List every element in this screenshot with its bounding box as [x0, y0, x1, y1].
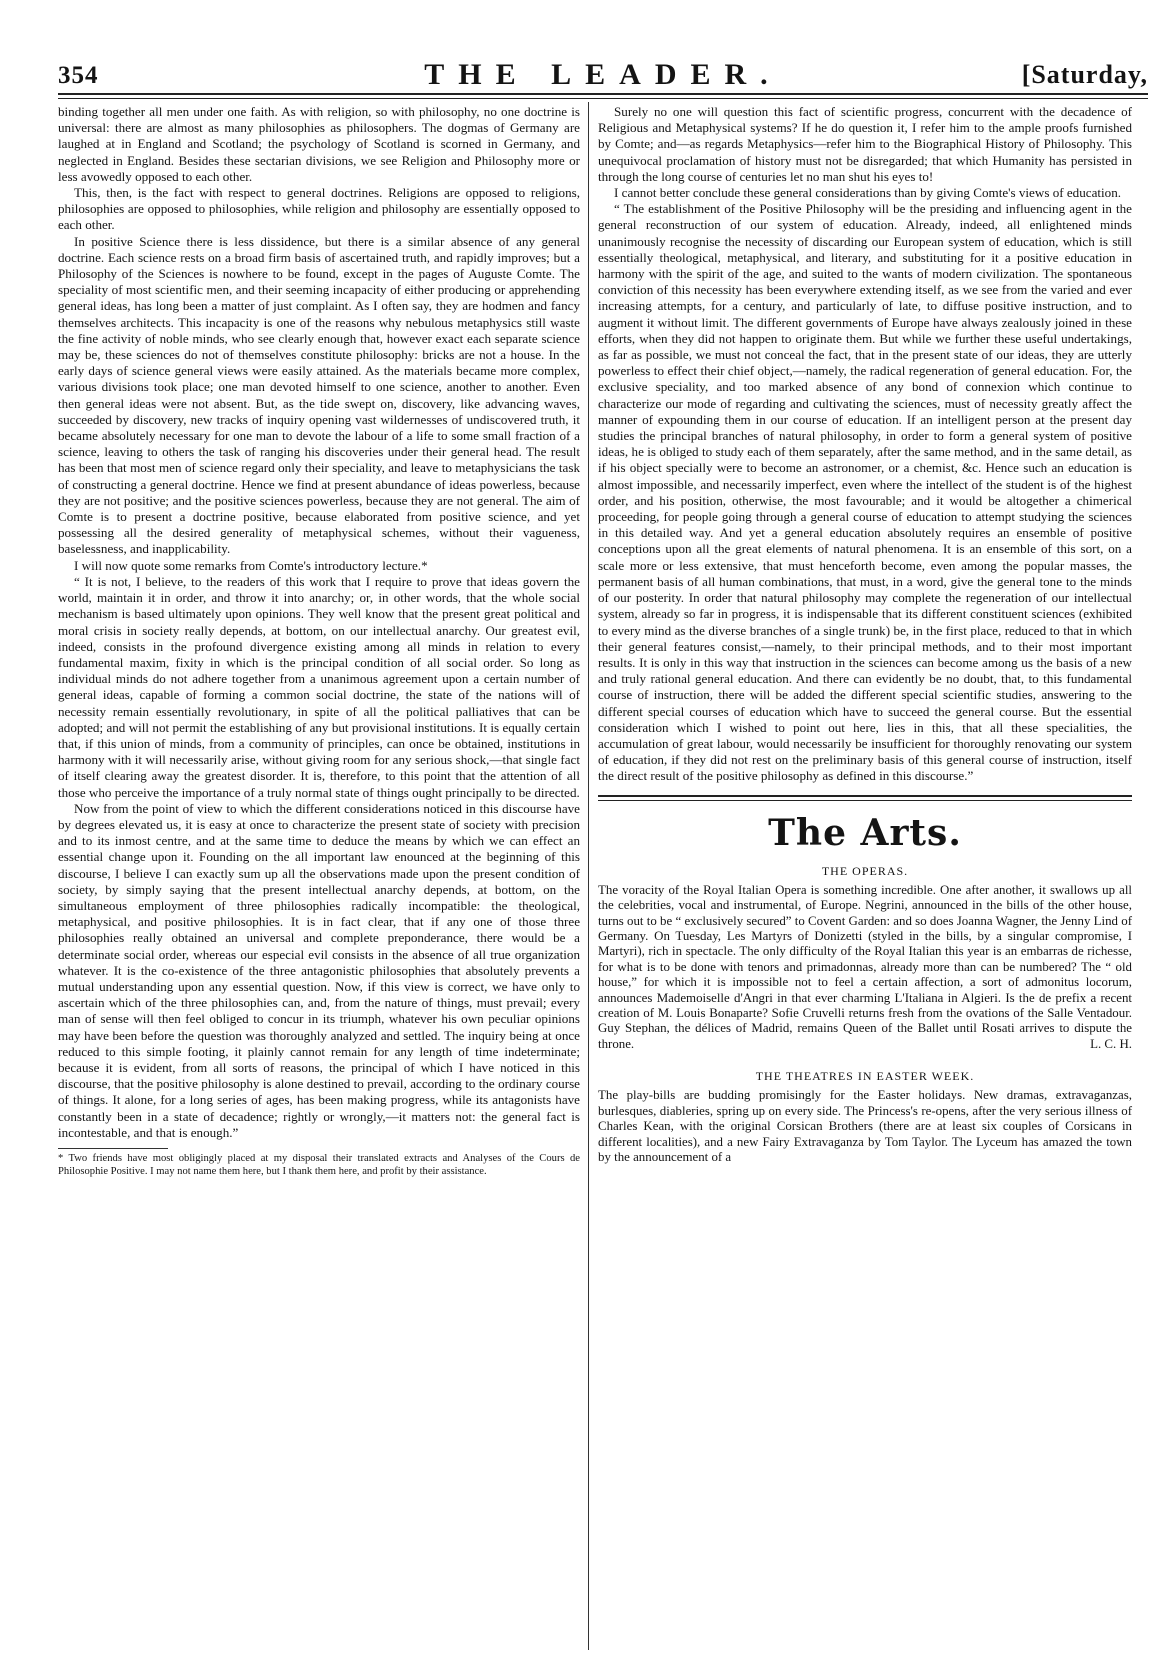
theatres-heading: THE THEATRES IN EASTER WEEK.	[755, 1069, 975, 1084]
paragraph: Surely no one will question this fact of scientific progress, concurrent with the decadence of Religious and Metaphysical systems? If he do question it, I refer him to the ample proofs furnished by Comte; and—as regards Metaphysics—refer him to the Biographical History of Philosophy. This unequivocal proclamation of history must not be disregarded; that which Humanity has persisted in through the long course of centuries let no man shut his eyes to!	[598, 104, 1132, 184]
arts-section-title: The Arts.	[768, 811, 962, 854]
page-number: 354	[58, 62, 99, 89]
paragraph: This, then, is the fact with respect to general doctrines. Religions are opposed to religions, philosophies are opposed to philosophies, while religion and philosophy are essentially opposed to each other.	[58, 185, 580, 233]
newspaper-title: THE LEADER.	[424, 58, 782, 91]
theatres-article	[598, 1088, 1132, 1165]
operas-article	[598, 883, 1132, 1052]
footnote: * Two friends have most obligingly placed at my disposal their translated extracts and Analyses of the Cours de Philosophie Positive. I may not name them here, but I thank them here, and profit by their assistance.	[58, 1153, 580, 1177]
section-rule-thin	[598, 800, 1132, 801]
operas-text	[598, 883, 1132, 1052]
theatres-text: The play-bills are budding promisingly for the Easter holidays. New dramas, extravaganzas, burlesques, diableries, spring up on every side. The Princess's re-opens, after the very serious illness of Charles Kean, with the original Corsican Brothers (there are at least six couples of Corsicans in different localities), and a new Fairy Extravaganza by Tom Taylor. The Lyceum has amazed the town by the announcement of a	[598, 1088, 1132, 1165]
quotation-paragraph: “ It is not, I believe, to the readers of this work that I require to prove that ideas govern the world, maintain it in order, and throw it into anarchy; or, in other words, that the whole social mechanism is based ultimately upon opinions. They well know that the present great political and moral crisis in society really depends, at bottom, on our intellectual anarchy. Our greatest evil, indeed, consists in the profound divergence existing among all minds in relation to every fundamental maxim, fixity in which is the principal condition of all social order. So long as individual minds do not adhere together from a unanimous agreement upon a certain number of general ideas, capable of forming a common social doctrine, the state of the nations will of necessity remain essentially revolutionary, in spite of all the political palliatives that can be adopted; and will not permit the establishing of any but provisional institutions. It is equally certain that, if this union of minds, from a community of principles, can once be obtained, institutions in harmony with it will necessarily arise, without giving room for any serious shock,—that single fact of itself clearing away the greatest disorder. It is, therefore, to this point that the attention of all those who perceive the importance of a truly normal state of things ought principally to be directed.	[58, 573, 580, 800]
paragraph: In positive Science there is less dissidence, but there is a similar absence of any general doctrine. Each science rests on a broad firm basis of ascertained truth, and rapidly improves; but a Philosophy of the Sciences is nowhere to be found, except in the pages of Auguste Comte. The speciality of most scientific men, and their seeming incapacity of either producing or apprehending general ideas, has long been a matter of just complaint. As I often say, they are hodmen and fancy themselves architects. This incapacity is one of the reasons why nebulous metaphysics still waste the fine activity of noble minds, who see clearly enough that, however exact each separate science may be, these sciences do not of themselves constitute philosophy: bricks are not a house. In the early days of science general views were easily attained. As the materials became more complex, various divisions took place; one man devoted himself to one science, another to another. Even then general ideas were not absent. But, as the tide swept on, discovery, like advancing waves, succeeded by discovery, new tracks of inquiry opening vast wildernesses of undiscovered truth, it became absolutely necessary for one man to devote the labour of a life to some small fraction of a science, leaving to others the task of ranging his discoveries under their general head. The result has been that most men of science regard only their speciality, and leave to metaphysicians the task of constructing a general doctrine. Hence we find at present abundance of ideas powerless, because they are not positive; and the positive sciences powerless, because they are not general. The aim of Comte is to present a doctrine positive, because elaborated from positive science, and yet possessing all the desired generality of metaphysical schemes, without their vagueness, baselessness, and inapplicability.	[58, 233, 580, 557]
header-day: [Saturday,	[1021, 60, 1148, 89]
operas-heading: THE OPERAS.	[821, 863, 909, 878]
column-divider	[588, 102, 589, 1650]
paragraph: binding together all men under one faith. As with religion, so with philosophy, no one doctrine is universal: there are almost as many philosophies as philosophers. The dogmas of Germany are laughed at in England and Scotland; the psychology of Scotland is scorned in Germany, and neglected in England. Besides these sectarian divisions, we see Religion and Philosophy more or less avowedly opposed to each other.	[58, 104, 580, 184]
header-rule-thick	[58, 93, 1148, 95]
quotation-paragraph: “ The establishment of the Positive Philosophy will be the presiding and influencing agent in the general reconstruction of our system of education. Already, indeed, all enlightened minds unanimously recognise the necessity of discarding our European system of education, which is still essentially theological, metaphysical, and literary, and substituting for it a positive education in harmony with the spirit of the age, and suited to the wants of modern civilization. The spontaneous conviction of this necessity has been everywhere extending itself, as we see from the varied and ever increasing attempts, for a century, and particularly of late, to diffuse positive instruction, and to augment it without limit. The different governments of Europe have always zealously joined in these efforts, when they did not happen to originate them. But while we further these useful undertakings, as far as possible, we must not conceal the fact, that in the present state of our ideas, they are utterly powerless to effect their chief object,—namely, the radical regeneration of general education. For, the exclusive speciality, and too marked absence of any bond of connexion which continue to characterize our mode of regarding and cultivating the sciences, must of necessity greatly affect the manner of expounding them in our course of education. If an intelligent person at the present day studies the principal branches of natural philosophy, in order to form a general system of positive ideas, he is obliged to study each of them separately, after the same method, and in the same detail, as if his object specially were to become an astronomer, or a chemist, &c. Hence such an education is almost impossible, and necessarily imperfect, even where the intellect of the student is of the highest order, and his position, otherwise, the most favourable; and it would be altogether a chimerical proceeding, for people going through a general course of education to attempt studying the sciences in this detailed way. And yet a general education absolutely requires an ensemble of positive conceptions upon all the great elements of natural phenomena. It is an ensemble of this sort, on a scale more or less extensive, that must henceforth become, even among the popular masses, the permanent basis of all human combinations, that must, in a word, give the general tone to the minds of our posterity. In order that natural philosophy may complete the regeneration of our intellectual system, already so far in progress, it is indispensable that its different constituent sciences (exhibited to every mind as the diverse branches of a single trunk) be, in the first place, reduced to that in which their general features consist,—namely, to their principal methods, and to their most important results. It is only in this way that instruction in the sciences can become among us the basis of a new and truly rational general education. And there can evidently be no doubt, that, to this fundamental course of instruction, there will be added the different special scientific studies, answering to the different special courses of education which have to succeed the general course. But the essential consideration which I wished to point out here, lies in this, that all these specialities, the accumulation of great labour, would necessarily be insufficient for thoroughly renovating our system of education, if they did not rest on the preliminary basis of this general course of instruction, itself the direct result of the positive philosophy as defined in this discourse.”	[598, 201, 1132, 784]
left-column	[58, 104, 580, 1178]
header-rule-thin	[58, 98, 1148, 99]
quotation-paragraph: Now from the point of view to which the different considerations noticed in this discourse have by degrees elevated us, it is easy at once to characterize the present state of society with precision and to its inmost centre, and at the same time to deduce the means by which we can effect an essential change upon it. Founding on the all important law enounced at the beginning of this discourse, I believe I can exactly sum up all the observations made upon the present condition of society, by simply saying that the present intellectual anarchy depends, at bottom, on the simultaneous employment of three philosophies radically incompatible: the theological, metaphysical, and positive philosophies. It is in fact clear, that if any one of those three philosophies really obtained an universal and complete preponderance, there would be a determinate social order, whereas our especial evil consists in the absence of all true organization whatever. It is the co-existence of the three antagonistic philosophies that absolutely prevents a mutual understanding upon any essential question. Now, if this view is correct, we have only to ascertain which of the three philosophies can, and, from the nature of things, must prevail; every man of sense will then feel obliged to concur in its triumph, whatever his own peculiar opinions may have been before the question was thoroughly analyzed and settled. The inquiry being at once reduced to this simple footing, it plainly cannot remain for any length of time indeterminate; because it is evident, from all sorts of reasons, the principal of which I have noticed in this discourse, that the positive philosophy is alone destined to prevail, according to the ordinary course of things. It alone, for a long series of ages, has been making progress, while its antagonists have constantly been in a state of decadence; rightly or wrongly,—it matters not: the general fact is incontestable, and that is enough.”	[58, 800, 580, 1140]
paragraph: I will now quote some remarks from Comte's introductory lecture.*	[74, 557, 428, 573]
page-header	[58, 58, 1148, 91]
paragraph: I cannot better conclude these general considerations than by giving Comte's views of education.	[614, 185, 1122, 201]
section-rule	[598, 795, 1132, 797]
footnote-rule	[58, 1148, 168, 1149]
right-column	[598, 104, 1132, 1165]
operas-body: The voracity of the Royal Italian Opera is something incredible. One after another, it swallows up all the celebrities, vocal and instrumental, of Europe. Negrini, announced in the bills of the other house, turns out to be “ exclusively secured” to Covent Garden: and so does Joanna Wagner, the Jenny Lind of Germany. On Tuesday, Les Martyrs of Donizetti (styled in the bills, by a singular compromise, I Martyri), rich in spectacle. The only difficulty of the Royal Italian this year is an embarras de richesse, for what is to be done with tenors and primadonnas, already more than can be numbered? The “ old house,” for which it is impossible not to feel a certain affection, a sort of admonitus locorum, announces Mademoiselle d'Angri in that ever charming L'Italiana in Algieri. Is the de prefix a recent creation of M. Louis Bonaparte? Sofie Cruvelli returns fresh from the ovations of the Salle Ventadour. Guy Stephan, the délices of Madrid, remains Queen of the Ballet until Rosati arrives to dispute the throne.	[598, 882, 1132, 1051]
operas-signature: L. C. H.	[1090, 1036, 1132, 1051]
